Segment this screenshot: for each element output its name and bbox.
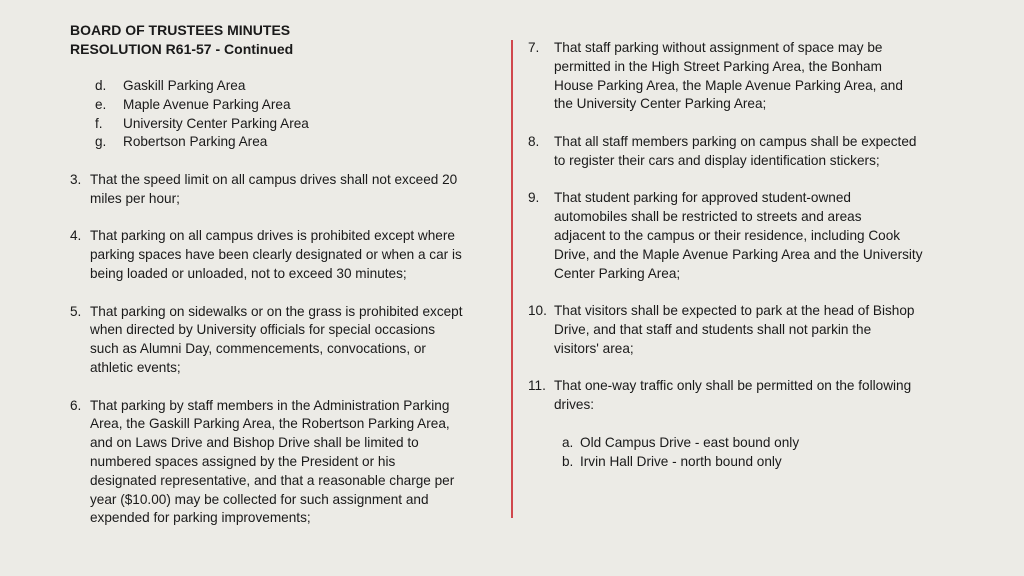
item-line: Area, the Gaskill Parking Area, the Robertson Parking Area, [90, 416, 450, 432]
resolution-item-4 [70, 227, 502, 283]
item-line: Drive, and the Maple Avenue Parking Area and the University [554, 246, 923, 262]
item-line: That parking on all campus drives is prohibited except where [90, 228, 455, 244]
item-letter: b. [562, 453, 574, 469]
item-line: adjacent to the campus or their residence, including Cook [554, 227, 901, 243]
item-text: Robertson Parking Area [123, 134, 268, 150]
item-line: year ($10.00) may be collected for such assignment and [90, 491, 429, 507]
item-line: Drive, and that staff and students shall not parkin the [554, 321, 872, 337]
item-letter: e. [95, 96, 107, 112]
resolution-item-10 [528, 302, 968, 358]
item-line: That visitors shall be expected to park at the head of Bishop [554, 303, 915, 319]
item-number: 11. [528, 378, 546, 394]
item-line: parking spaces have been clearly designated or when a car is [90, 247, 462, 263]
item-line: the University Center Parking Area; [554, 96, 767, 112]
item-text: Old Campus Drive - east bound only [580, 434, 800, 450]
item-line: That staff parking without assignment of space may be [554, 40, 883, 55]
item-number: 8. [528, 133, 540, 149]
item-line: when directed by University officials for special occasions [90, 322, 436, 338]
item-text: Maple Avenue Parking Area [123, 96, 291, 112]
resolution-item-3 [70, 171, 502, 209]
item-number: 5. [70, 303, 82, 319]
item-letter: f. [95, 115, 103, 131]
document-header [70, 21, 293, 59]
list-item [562, 453, 968, 472]
left-column [70, 77, 502, 528]
list-item [95, 133, 502, 152]
item-line: such as Alumni Day, commencements, convocations, or [90, 341, 426, 357]
item-number: 3. [70, 171, 82, 187]
item-letter: g. [95, 134, 107, 150]
item-letter: d. [95, 78, 107, 93]
item-line: That one-way traffic only shall be permitted on the following [554, 378, 912, 394]
item-line: That all staff members parking on campus shall be expected [554, 133, 917, 149]
item-line: numbered spaces assigned by the President or his [90, 453, 396, 469]
item-letter: a. [562, 434, 574, 450]
item-line: designated representative, and that a reasonable charge per [90, 472, 455, 488]
item-text: University Center Parking Area [123, 115, 309, 131]
item-line: That parking on sidewalks or on the grass is prohibited except [90, 303, 463, 319]
item-line: That parking by staff members in the Administration Parking [90, 397, 450, 413]
item-line: expended for parking improvements; [90, 510, 311, 526]
item-line: to register their cars and display identification stickers; [554, 152, 880, 168]
item-text: Gaskill Parking Area [123, 78, 246, 93]
item-line: being loaded or unloaded, not to exceed 30 minutes; [90, 265, 407, 281]
list-item [95, 96, 502, 115]
resolution-item-11 [528, 377, 968, 415]
resolution-item-5 [70, 303, 502, 378]
item-line: miles per hour; [90, 190, 180, 206]
item-line: That student parking for approved student-owned [554, 190, 851, 206]
column-divider [511, 40, 513, 518]
item-line: That the speed limit on all campus drives shall not exceed 20 [90, 171, 458, 187]
resolution-item-6 [70, 397, 502, 529]
item-number: 6. [70, 397, 82, 413]
item-line: visitors' area; [554, 340, 634, 356]
right-column [528, 39, 968, 471]
item-number: 4. [70, 228, 82, 244]
item-line: Center Parking Area; [554, 265, 681, 281]
item-line: and on Laws Drive and Bishop Drive shall be limited to [90, 435, 419, 451]
header-title: BOARD OF TRUSTEES MINUTES [70, 22, 291, 38]
list-item [95, 77, 502, 96]
item-line: House Parking Area, the Maple Avenue Parking Area, and [554, 77, 903, 93]
item-line: automobiles shall be restricted to streets and areas [554, 209, 862, 225]
item-number: 10. [528, 303, 547, 319]
resolution-item-8 [528, 133, 968, 171]
resolution-item-9 [528, 189, 968, 283]
header-subtitle: RESOLUTION R61-57 - Continued [70, 41, 294, 57]
resolution-item-7 [528, 39, 968, 114]
item-number: 9. [528, 190, 540, 206]
item-line: permitted in the High Street Parking Area, the Bonham [554, 58, 882, 74]
item-line: athletic events; [90, 359, 181, 375]
list-item [95, 115, 502, 134]
item-number: 7. [528, 40, 540, 55]
item-line: drives: [554, 397, 595, 413]
item-text: Irvin Hall Drive - north bound only [580, 453, 782, 469]
list-item [562, 434, 968, 453]
